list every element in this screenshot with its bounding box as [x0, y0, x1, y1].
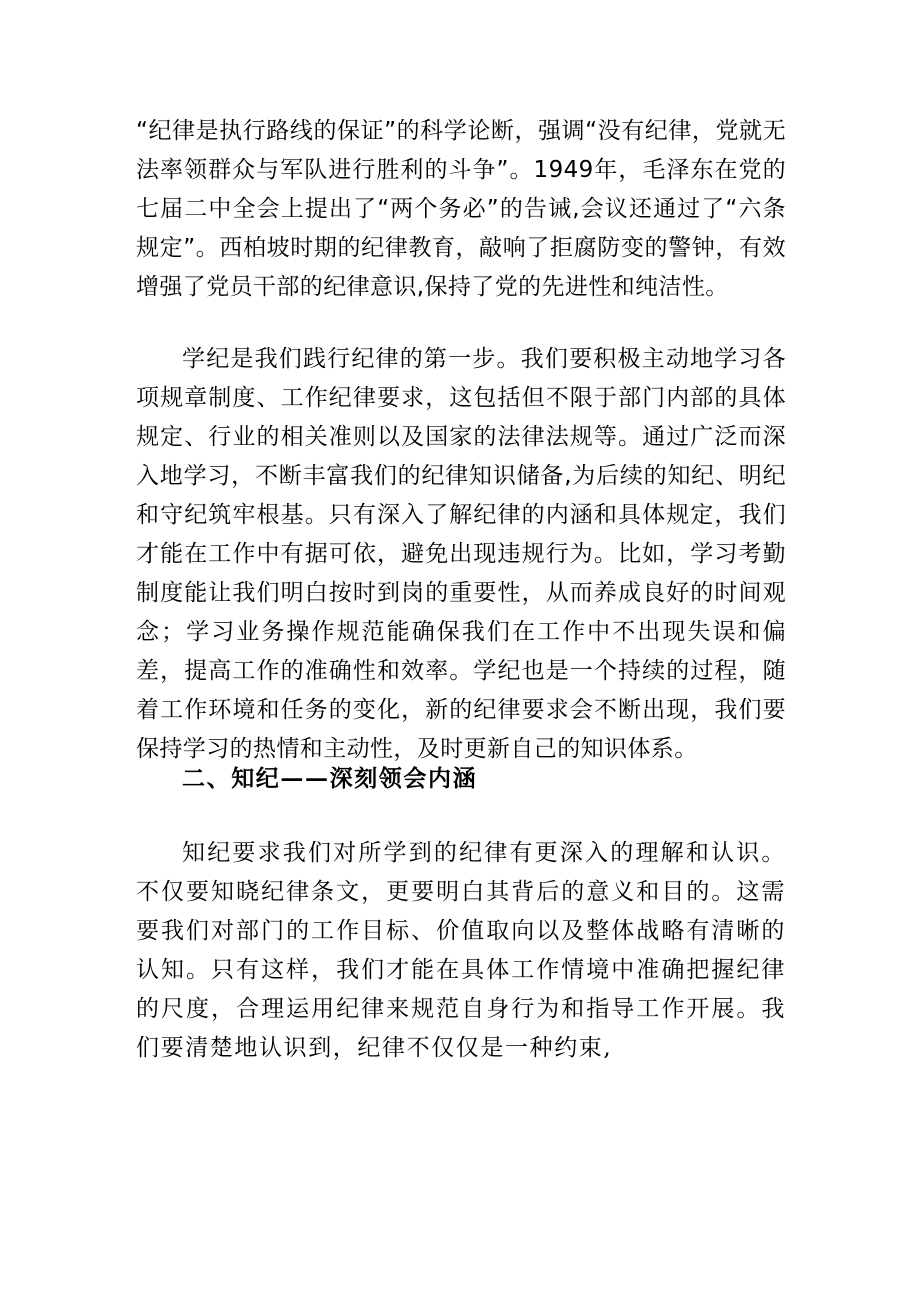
- paragraph-discipline-history: “纪律是执行路线的保证”的科学论断，强调“没有纪律，党就无法率领群众与军队进行胜利的斗争”。1949年，毛泽东在党的七届二中全会上提出了“两个务必”的告诫,会议还通过了“六条规定”。西柏坡时期的纪律教育，敲响了拒腐防变的警钟，有效增强了党员干部的纪律意识,保持了党的先进性和纯洁性。: [136, 118, 786, 300]
- section-heading-know-discipline: 二、知纪——深刻领会内涵: [182, 765, 478, 792]
- paragraph-know-discipline: 知纪要求我们对所学到的纪律有更深入的理解和认识。不仅要知晓纪律条文，更要明白其背后的意义和目的。这需要我们对部门的工作目标、价值取向以及整体战略有清晰的认知。只有这样，我们才能在具体工作情境中准确把握纪律的尺度，合理运用纪律来规范自身行为和指导工作开展。我们要清楚地认识到，纪律不仅仅是一种约束,: [136, 840, 786, 1061]
- paragraph-learn-discipline: 学纪是我们践行纪律的第一步。我们要积极主动地学习各项规章制度、工作纪律要求，这包括但不限于部门内部的具体规定、行业的相关准则以及国家的法律法规等。通过广泛而深入地学习，不断丰富我们的纪律知识储备,为后续的知纪、明纪和守纪筑牢根基。只有深入了解纪律的内涵和具体规定，我们才能在工作中有据可依，避免出现违规行为。比如，学习考勤制度能让我们明白按时到岗的重要性，从而养成良好的时间观念；学习业务操作规范能确保我们在工作中不出现失误和偏差，提高工作的准确性和效率。学纪也是一个持续的过程，随着工作环境和任务的变化，新的纪律要求会不断出现，我们要保持学习的热情和主动性，及时更新自己的知识体系。: [136, 346, 786, 762]
